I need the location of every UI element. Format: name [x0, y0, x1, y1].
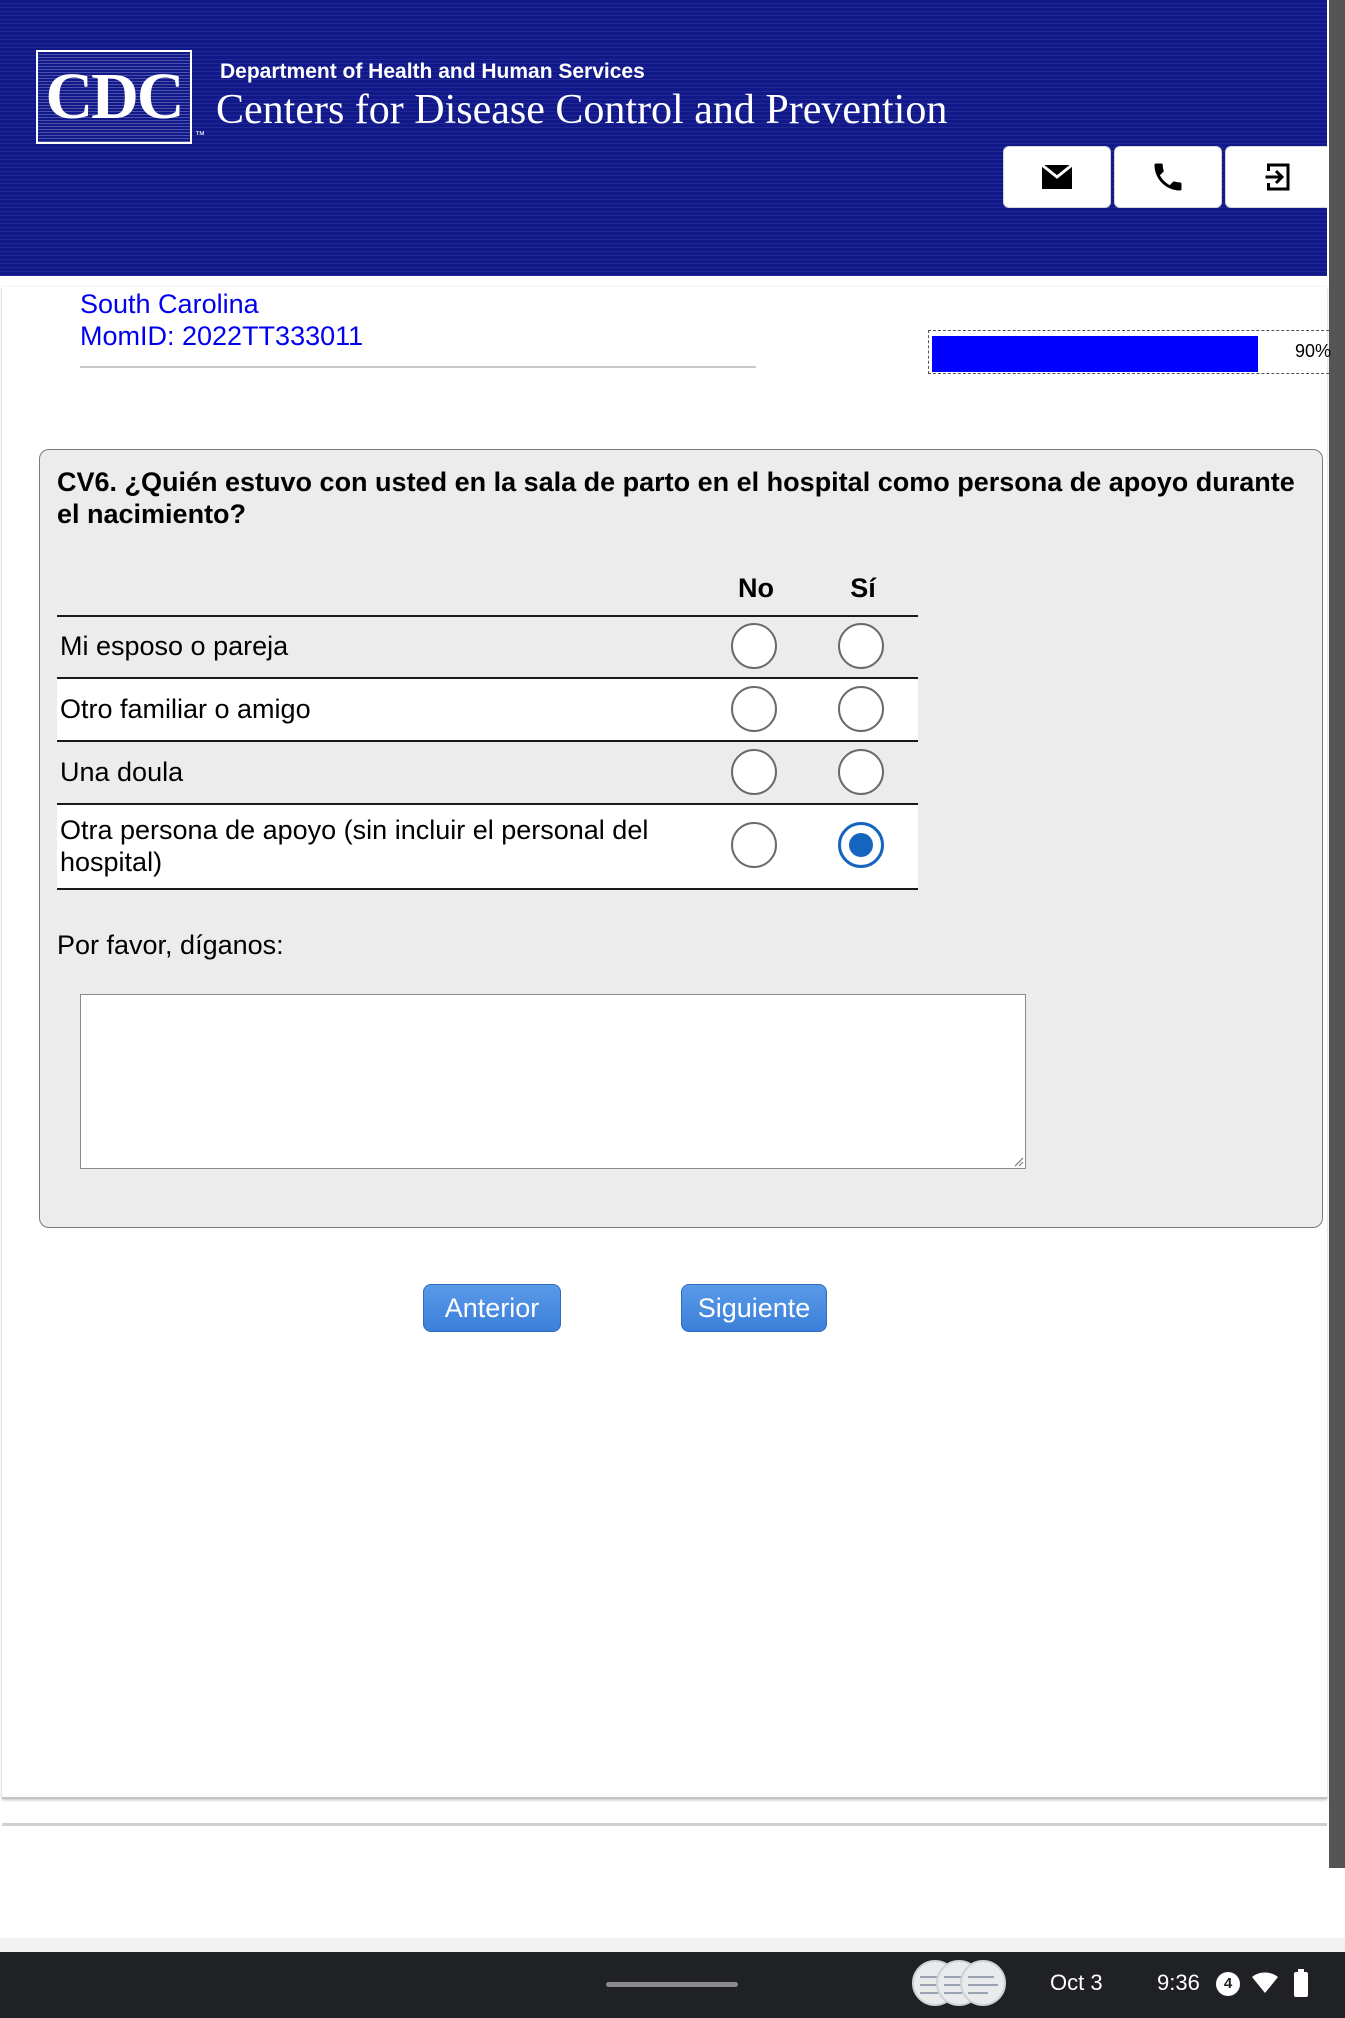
wifi-icon[interactable] [1252, 1972, 1278, 1994]
mail-icon [1039, 159, 1075, 195]
info-divider [80, 366, 756, 368]
email-button[interactable] [1003, 146, 1111, 208]
exit-icon [1261, 159, 1297, 195]
shelf-time[interactable]: 9:36 [1157, 1970, 1200, 1995]
battery-icon[interactable] [1294, 1969, 1308, 1997]
shelf-date[interactable]: Oct 3 [1050, 1970, 1103, 1995]
row-label: Otra persona de apoyo (sin incluir el personal del hospital) [60, 815, 649, 877]
phone-button[interactable] [1114, 146, 1222, 208]
row-label: Una doula [60, 757, 184, 787]
progress-bar [928, 330, 1334, 374]
phone-icon [1150, 159, 1186, 195]
logo-trademark: ™ [195, 130, 205, 141]
page-divider [2, 1823, 1327, 1826]
next-button[interactable]: Siguiente [681, 1284, 827, 1332]
row-label: Otro familiar o amigo [60, 694, 311, 724]
scrollbar-thumb[interactable] [1329, 0, 1345, 1868]
radio-row2-si[interactable] [838, 686, 884, 732]
followup-textarea[interactable] [80, 994, 1026, 1169]
grid-line [57, 888, 918, 890]
radio-row4-si[interactable] [838, 822, 884, 868]
radio-row4-no[interactable] [731, 822, 777, 868]
column-header-si: Sí [850, 573, 876, 603]
progress-label: 90% [1294, 341, 1331, 361]
exit-button[interactable] [1225, 146, 1333, 208]
followup-label: Por favor, díganos: [57, 930, 284, 960]
thumbnail-icon [960, 1960, 1006, 2006]
radio-row3-si[interactable] [838, 749, 884, 795]
holding-space-thumbnails[interactable] [912, 1960, 1006, 2006]
agency-name: Centers for Disease Control and Prevention [216, 87, 948, 133]
notification-badge[interactable]: 4 [1216, 1972, 1240, 1996]
shelf-gap [0, 1938, 1345, 1952]
radio-row2-no[interactable] [731, 686, 777, 732]
radio-row1-si[interactable] [838, 623, 884, 669]
progress-fill [932, 336, 1258, 372]
radio-row1-no[interactable] [731, 623, 777, 669]
cdc-logo: CDC [36, 50, 192, 144]
table-row [57, 742, 918, 803]
row-label: Mi esposo o pareja [60, 631, 289, 661]
state-label: South Carolina [80, 289, 259, 319]
department-name: Department of Health and Human Services [220, 60, 645, 83]
radio-row3-no[interactable] [731, 749, 777, 795]
column-header-no: No [738, 573, 774, 603]
previous-button[interactable]: Anterior [423, 1284, 561, 1332]
shelf-handle[interactable] [606, 1982, 738, 1987]
mom-id-label: MomID: 2022TT333011 [80, 321, 364, 351]
question-title: CV6. ¿Quién estuvo con usted en la sala de parto en el hospital como persona de apoyo durante el nacimiento? [57, 467, 1295, 529]
resize-grip-icon[interactable] [1012, 1155, 1024, 1167]
